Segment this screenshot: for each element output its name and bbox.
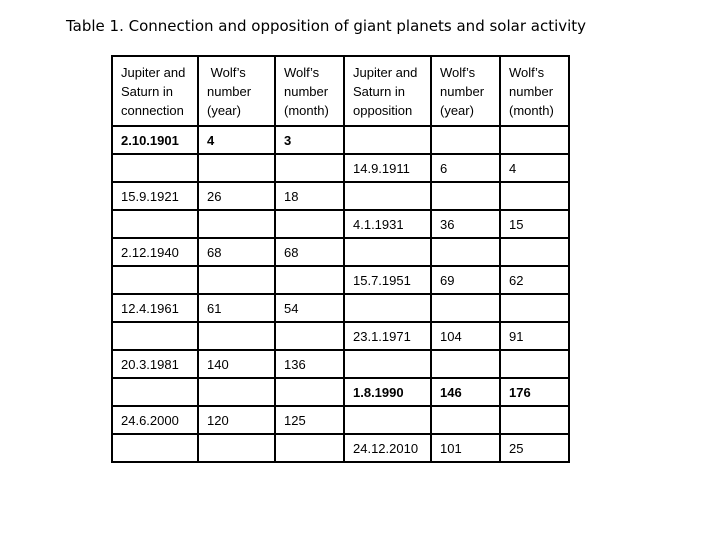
table-row: [112, 378, 569, 406]
data-table: [111, 55, 570, 463]
header-line: number: [284, 84, 329, 99]
table-cell: [198, 434, 275, 462]
table-cell: 24.6.2000: [112, 406, 198, 434]
table-cell: 4.1.1931: [344, 210, 431, 238]
header-line: number: [207, 84, 252, 99]
header-line: number: [509, 84, 554, 99]
table-cell: 136: [275, 350, 344, 378]
table-cell: 4: [198, 126, 275, 154]
table-cell: [198, 210, 275, 238]
header-line: (month): [509, 103, 554, 118]
table-cell: [344, 294, 431, 322]
table-cell: [275, 434, 344, 462]
table-cell: 15.7.1951: [344, 266, 431, 294]
table-row: [112, 406, 569, 434]
table-cell: [431, 406, 500, 434]
table-cell: [275, 378, 344, 406]
table-cell: 4: [500, 154, 569, 182]
table-cell: 3: [275, 126, 344, 154]
table-cell: 54: [275, 294, 344, 322]
table-cell: [344, 238, 431, 266]
table-cell: 61: [198, 294, 275, 322]
table-cell: 104: [431, 322, 500, 350]
table-cell: 20.3.1981: [112, 350, 198, 378]
table-cell: [500, 182, 569, 210]
table-row: [112, 238, 569, 266]
table-cell: [431, 350, 500, 378]
header-line: Wolf’s: [509, 65, 545, 80]
header-line: opposition: [353, 103, 413, 118]
table-row: [112, 154, 569, 182]
table-cell: [344, 406, 431, 434]
header-line: Wolf’s: [440, 65, 476, 80]
table-cell: [112, 378, 198, 406]
header-cell-opposition: [344, 56, 431, 126]
table-cell: 15: [500, 210, 569, 238]
table-cell: [275, 210, 344, 238]
header-cell-wolf-month-2: [500, 56, 569, 126]
table-cell: [112, 434, 198, 462]
table-cell: [275, 266, 344, 294]
table-cell: 146: [431, 378, 500, 406]
table-cell: [112, 322, 198, 350]
header-line: connection: [121, 103, 184, 118]
table-cell: 176: [500, 378, 569, 406]
table-row: [112, 266, 569, 294]
table-cell: [431, 294, 500, 322]
table-cell: 24.12.2010: [344, 434, 431, 462]
table-caption: Table 1. Connection and opposition of giant planets and solar activity: [66, 17, 587, 35]
table-cell: [500, 126, 569, 154]
table-cell: 2.12.1940: [112, 238, 198, 266]
header-cell-wolf-month-1: [275, 56, 344, 126]
table-cell: [198, 266, 275, 294]
table-cell: 15.9.1921: [112, 182, 198, 210]
table-row: [112, 126, 569, 154]
table-body: [112, 126, 569, 462]
table-cell: [431, 182, 500, 210]
table-cell: 23.1.1971: [344, 322, 431, 350]
table-cell: 6: [431, 154, 500, 182]
table-row: [112, 182, 569, 210]
table-row: [112, 294, 569, 322]
table-cell: [500, 350, 569, 378]
header-line: (year): [440, 103, 474, 118]
table-cell: 91: [500, 322, 569, 350]
header-row: [112, 56, 569, 126]
table-cell: 12.4.1961: [112, 294, 198, 322]
table-cell: [112, 210, 198, 238]
table-cell: [198, 322, 275, 350]
table-row: [112, 322, 569, 350]
table-cell: 68: [198, 238, 275, 266]
table-cell: 26: [198, 182, 275, 210]
table-cell: 125: [275, 406, 344, 434]
table-cell: 62: [500, 266, 569, 294]
table-row: [112, 350, 569, 378]
table-cell: 18: [275, 182, 344, 210]
header-line: Wolf’s: [207, 65, 246, 80]
table-cell: [275, 322, 344, 350]
table-cell: [275, 154, 344, 182]
table-cell: [500, 294, 569, 322]
table-cell: [112, 154, 198, 182]
header-line: (month): [284, 103, 329, 118]
header-line: Jupiter and: [353, 65, 418, 80]
table-cell: [198, 154, 275, 182]
header-line: Saturn in: [353, 84, 406, 99]
table-cell: [431, 126, 500, 154]
header-line: (year): [207, 103, 241, 118]
header-cell-conjunction: [112, 56, 198, 126]
table-row: [112, 434, 569, 462]
table-cell: 2.10.1901: [112, 126, 198, 154]
table-cell: [500, 406, 569, 434]
table-cell: 1.8.1990: [344, 378, 431, 406]
table-cell: [112, 266, 198, 294]
table-cell: [431, 238, 500, 266]
table-row: [112, 210, 569, 238]
header-line: number: [440, 84, 485, 99]
header-line: Jupiter and: [121, 65, 186, 80]
table-cell: [198, 378, 275, 406]
table-cell: 68: [275, 238, 344, 266]
table-cell: [344, 182, 431, 210]
table-cell: 36: [431, 210, 500, 238]
table-cell: [500, 238, 569, 266]
table-cell: 140: [198, 350, 275, 378]
header-line: Saturn in: [121, 84, 174, 99]
header-line: Wolf’s: [284, 65, 320, 80]
table-cell: [344, 350, 431, 378]
table-cell: 101: [431, 434, 500, 462]
table-cell: 25: [500, 434, 569, 462]
table-cell: 14.9.1911: [344, 154, 431, 182]
table-cell: 120: [198, 406, 275, 434]
header-cell-wolf-year-2: [431, 56, 500, 126]
table-cell: [344, 126, 431, 154]
header-cell-wolf-year-1: [198, 56, 275, 126]
table-cell: 69: [431, 266, 500, 294]
